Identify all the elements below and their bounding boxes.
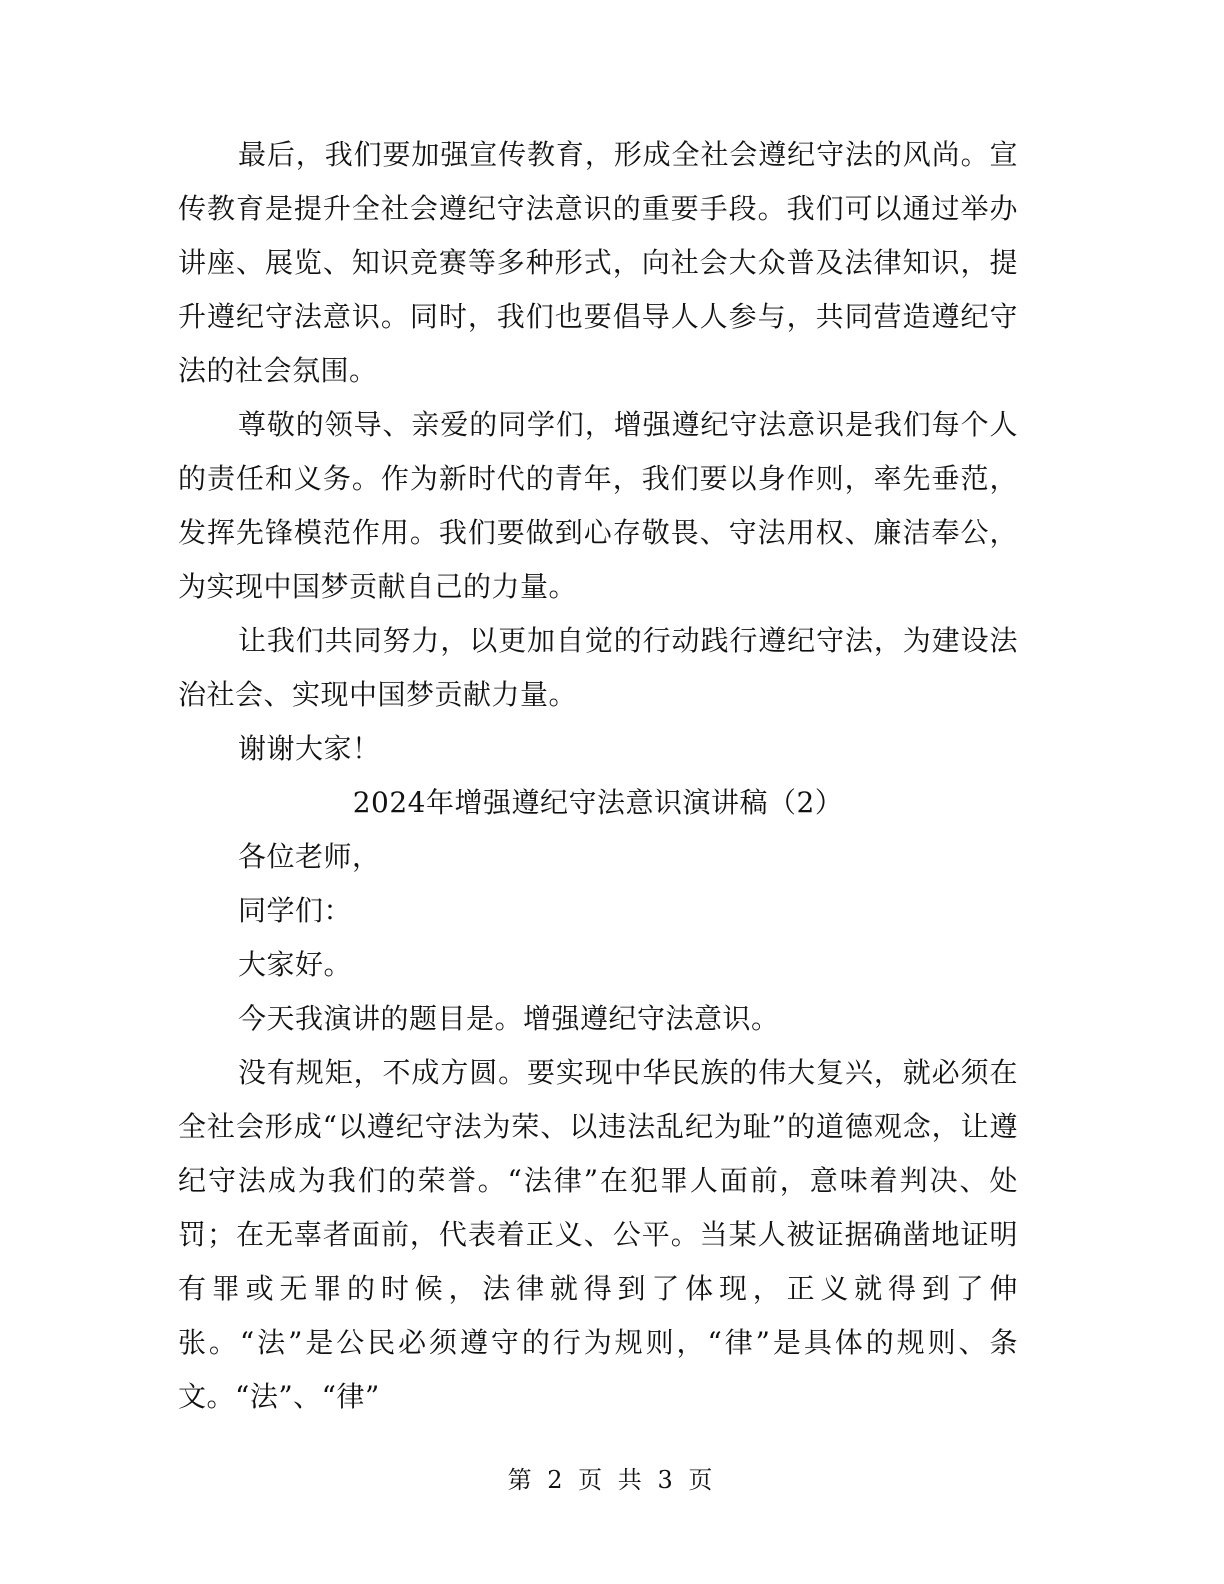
- paragraph-thanks: 谢谢大家！: [238, 732, 381, 765]
- paragraph-closing-call: 让我们共同努力，以更加自觉的行动践行遵纪守法，为建设法治社会、实现中国梦贡献力量。: [178, 624, 1018, 711]
- paragraph-closing-education: 最后，我们要加强宣传教育，形成全社会遵纪守法的风尚。宣传教育是提升全社会遵纪守法意识的重要手段。我们可以通过举办讲座、展览、知识竞赛等多种形式，向社会大众普及法律知识，提升遵纪守法意识。同时，我们也要倡导人人参与，共同营造遵纪守法的社会氛围。: [178, 138, 1018, 387]
- paragraph-closing-responsibility: 尊敬的领导、亲爱的同学们，增强遵纪守法意识是我们每个人的责任和义务。作为新时代的青年，我们要以身作则，率先垂范，发挥先锋模范作用。我们要做到心存敬畏、守法用权、廉洁奉公，为实现中国梦贡献自己的力量。: [178, 408, 1018, 603]
- paragraph-body-rules: 没有规矩，不成方圆。要实现中华民族的伟大复兴，就必须在全社会形成“以遵纪守法为荣、以违法乱纪为耻”的道德观念，让遵纪守法成为我们的荣誉。“法律”在犯罪人面前，意味着判决、处罚；在无辜者面前，代表着正义、公平。当某人被证据确凿地证明有罪或无罪的时候，法律就得到了体现，正义就得到了伸张。“法”是公民必须遵守的行为规则，“律”是具体的规则、条文。“法”、“律”: [178, 1056, 1018, 1413]
- section-title: 2024年增强遵纪守法意识演讲稿（2）: [352, 786, 844, 819]
- paragraph-topic: 今天我演讲的题目是。增强遵纪守法意识。: [238, 1002, 780, 1035]
- document-body: [178, 128, 1018, 1424]
- paragraph-salutation-teachers: 各位老师，: [238, 840, 381, 873]
- page-footer: 第 2 页 共 3 页: [507, 1466, 717, 1494]
- paragraph-salutation-students: 同学们：: [238, 894, 353, 927]
- paragraph-greeting: 大家好。: [238, 948, 353, 981]
